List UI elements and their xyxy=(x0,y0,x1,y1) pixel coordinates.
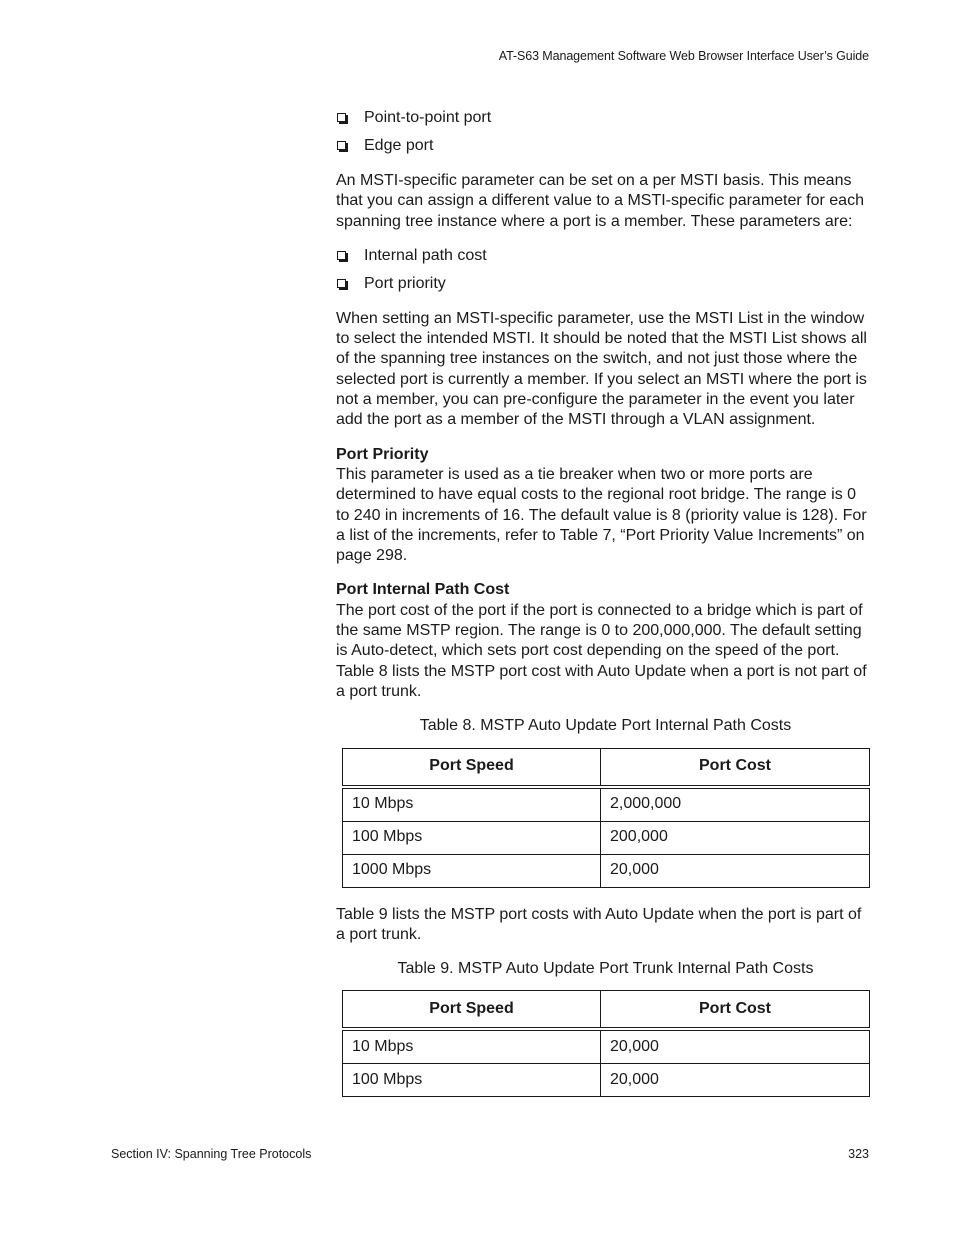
paragraph-setting-msti: When setting an MSTI-specific parameter, use the MSTI List in the window to select the intended MSTI. It should be noted that the MSTI List shows all of the spanning tree instances on the switch, and not just those where the selected port is currently a member. If you select an MSTI where the port is not a member, you can pre-configure the parameter in the event you later add the port as a member of the MSTI through a VLAN assignment. xyxy=(336,309,867,429)
table-row xyxy=(343,821,870,854)
list-item: Internal path cost xyxy=(336,246,871,274)
bullet-list-port-types xyxy=(336,108,871,164)
heading-port-priority: Port Priority xyxy=(336,445,429,463)
page-body xyxy=(336,108,871,1097)
table-header-row xyxy=(343,991,870,1030)
checkbox-bullet-icon xyxy=(337,113,346,122)
paragraph-msti-specific: An MSTI-specific parameter can be set on a per MSTI basis. This means that you can assign a different value to a MSTI-specific parameter for each spanning tree instance where a port is a member. These parameters are: xyxy=(336,172,864,230)
column-header-port-cost: Port Cost xyxy=(601,748,870,787)
checkbox-bullet-icon xyxy=(337,279,346,288)
table9 xyxy=(342,990,870,1097)
cell-port-speed: 10 Mbps xyxy=(343,787,601,822)
cell-port-cost: 20,000 xyxy=(601,854,870,887)
table-row xyxy=(343,1029,870,1064)
column-header-port-speed: Port Speed xyxy=(343,748,601,787)
list-item: Point-to-point port xyxy=(336,108,871,136)
table8 xyxy=(342,748,870,888)
table-row xyxy=(343,787,870,822)
running-header: AT-S63 Management Software Web Browser Interface User’s Guide xyxy=(498,49,869,63)
bullet-list-msti-parameters xyxy=(336,246,871,302)
column-header-port-cost: Port Cost xyxy=(601,991,870,1030)
paragraph-port-priority: This parameter is used as a tie breaker when two or more ports are determined to have equal costs to the regional root bridge. The range is 0 to 240 in increments of 16. The default value is 8 (priority value is 128). For a list of the increments, refer to Table 7, “Port Priority Value Increments” on page 298. xyxy=(336,465,867,565)
paragraph-table9-intro: Table 9 lists the MSTP port costs with Auto Update when the port is part of a port trunk. xyxy=(336,905,862,943)
table8-caption: Table 8. MSTP Auto Update Port Internal Path Costs xyxy=(419,717,792,735)
table9-caption: Table 9. MSTP Auto Update Port Trunk Internal Path Costs xyxy=(397,960,814,978)
cell-port-cost: 200,000 xyxy=(601,821,870,854)
checkbox-bullet-icon xyxy=(337,141,346,150)
cell-port-cost: 20,000 xyxy=(601,1064,870,1097)
checkbox-bullet-icon xyxy=(337,251,346,260)
table-row xyxy=(343,854,870,887)
cell-port-cost: 20,000 xyxy=(601,1029,870,1064)
cell-port-cost: 2,000,000 xyxy=(601,787,870,822)
cell-port-speed: 100 Mbps xyxy=(343,1064,601,1097)
list-item: Edge port xyxy=(336,136,871,164)
table-row xyxy=(343,1064,870,1097)
list-item: Port priority xyxy=(336,274,871,302)
table-header-row xyxy=(343,748,870,787)
paragraph-port-internal-path-cost: The port cost of the port if the port is connected to a bridge which is part of the same MSTP region. The range is 0 to 200,000,000. The default setting is Auto-detect, which sets port cost depending on the speed of the port. Table 8 lists the MSTP port cost with Auto Update when a port is not part of a port trunk. xyxy=(336,601,867,700)
heading-port-internal-path-cost: Port Internal Path Cost xyxy=(336,581,510,599)
cell-port-speed: 1000 Mbps xyxy=(343,854,601,887)
footer-page-number: 323 xyxy=(848,1147,869,1161)
column-header-port-speed: Port Speed xyxy=(343,991,601,1030)
footer-section: Section IV: Spanning Tree Protocols xyxy=(111,1147,312,1161)
cell-port-speed: 100 Mbps xyxy=(343,821,601,854)
cell-port-speed: 10 Mbps xyxy=(343,1029,601,1064)
